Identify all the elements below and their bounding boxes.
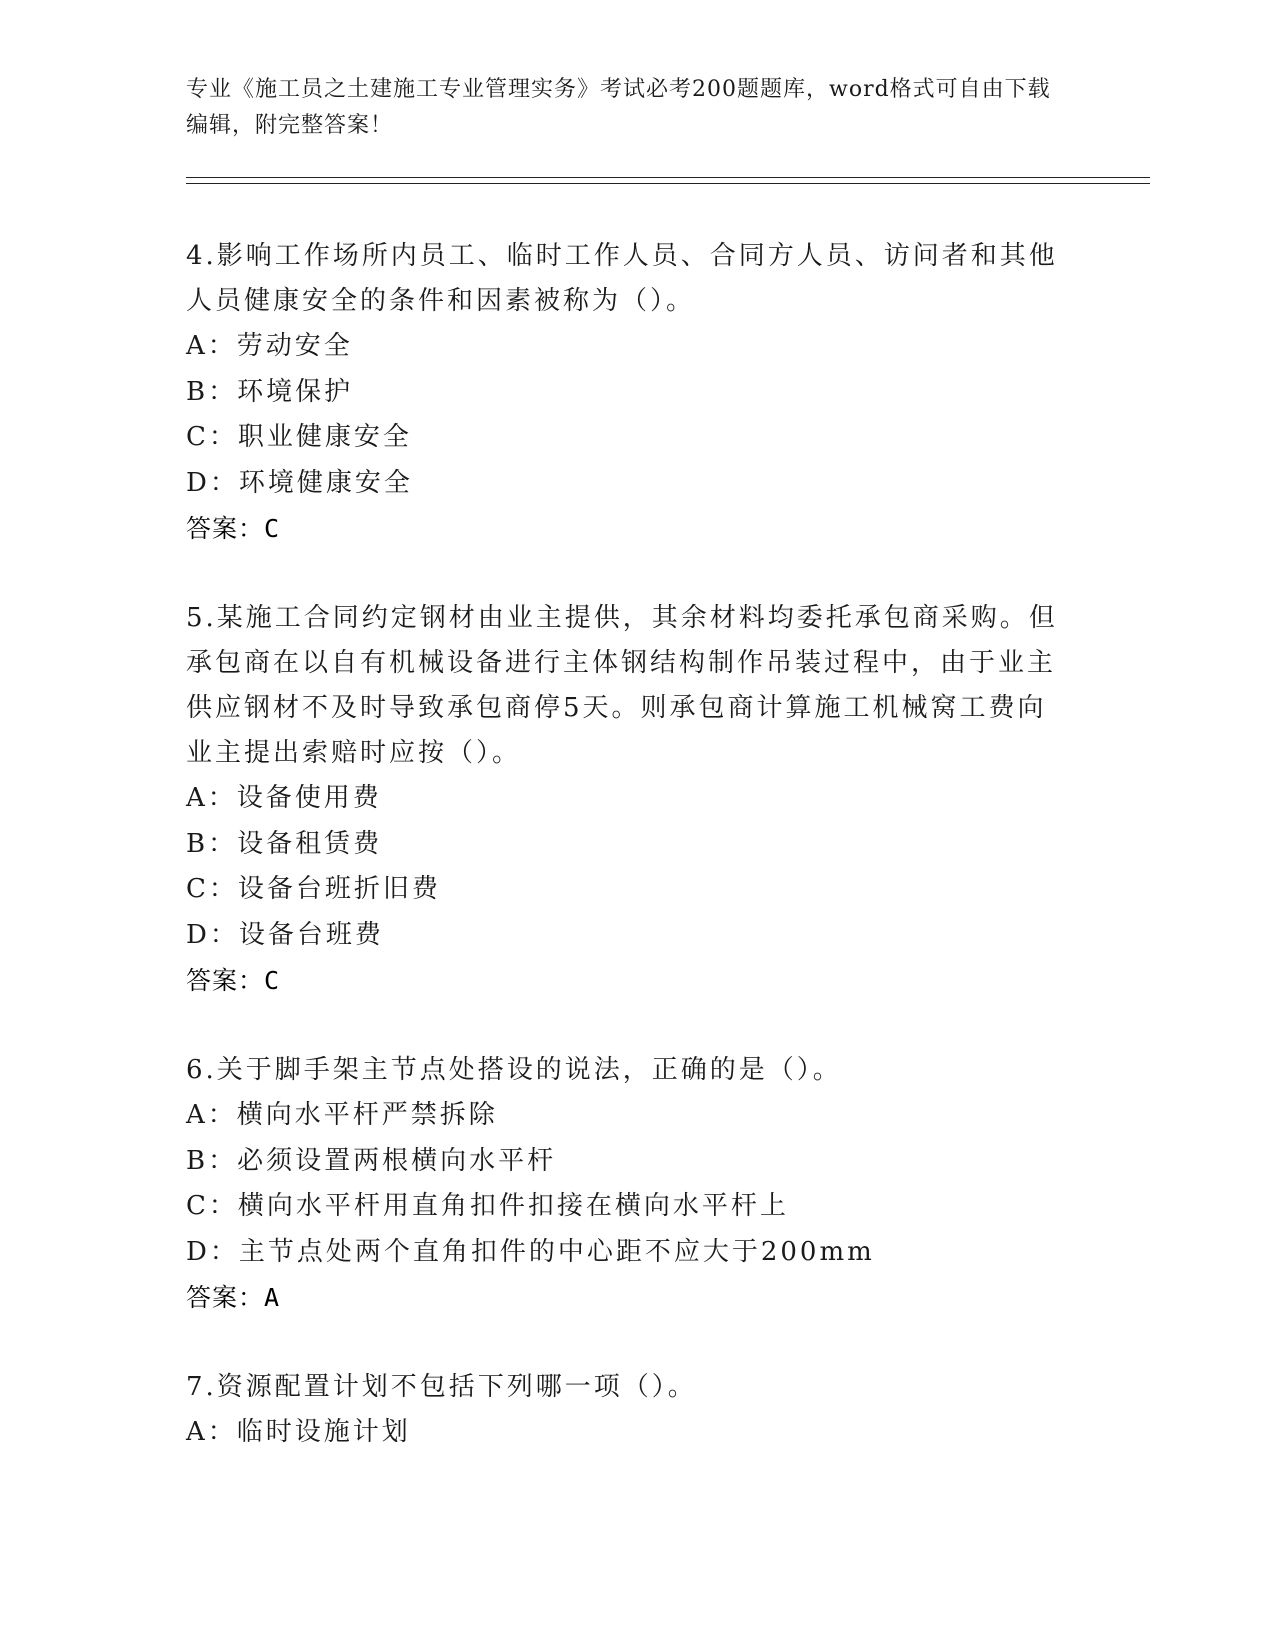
question-text: 6.关于脚手架主节点处搭设的说法，正确的是（）。 [186,1055,842,1085]
option-a: A：设备使用费 [186,783,382,813]
option-c: C：职业健康安全 [186,422,412,452]
answer-line: 答案：C [186,514,281,543]
question-list [186,234,1066,1500]
option-c: C：设备台班折旧费 [186,874,441,904]
option-a: A：横向水平杆严禁拆除 [186,1100,498,1130]
option-b: B：必须设置两根横向水平杆 [186,1145,557,1176]
option-b: B：环境保护 [186,376,354,407]
answer-line: 答案：A [186,1283,281,1312]
option-d: D：主节点处两个直角扣件的中心距不应大于200mm [186,1236,875,1267]
header-divider-top [186,177,1150,178]
document-header: 专业《施工员之土建施工专业管理实务》考试必考200题题库，word格式可自由下载编辑，附完整答案！ [186,77,1051,138]
question-item [186,596,1066,1004]
option-d: D：设备台班费 [186,919,384,950]
option-c: C：横向水平杆用直角扣件扣接在横向水平杆上 [186,1191,789,1221]
option-d: D：环境健康安全 [186,467,413,498]
question-item [186,1048,1066,1321]
question-item [186,1365,1066,1456]
question-text: 5.某施工合同约定钢材由业主提供，其余材料均委托承包商采购。但承包商在以自有机械设备进行主体钢结构制作吊装过程中，由于业主供应钢材不及时导致承包商停5天。则承包商计算施工机械窝工费向业主提出索赔时应按（）。 [186,603,1058,768]
question-item [186,234,1066,552]
question-text: 7.资源配置计划不包括下列哪一项（）。 [186,1372,697,1402]
question-text: 4.影响工作场所内员工、临时工作人员、合同方人员、访问者和其他人员健康安全的条件和因素被称为（）。 [186,241,1058,316]
option-a: A：劳动安全 [186,331,353,361]
answer-line: 答案：C [186,966,281,995]
header-divider-bottom [186,183,1150,184]
option-b: B：设备租赁费 [186,828,383,859]
option-a: A：临时设施计划 [186,1417,411,1447]
